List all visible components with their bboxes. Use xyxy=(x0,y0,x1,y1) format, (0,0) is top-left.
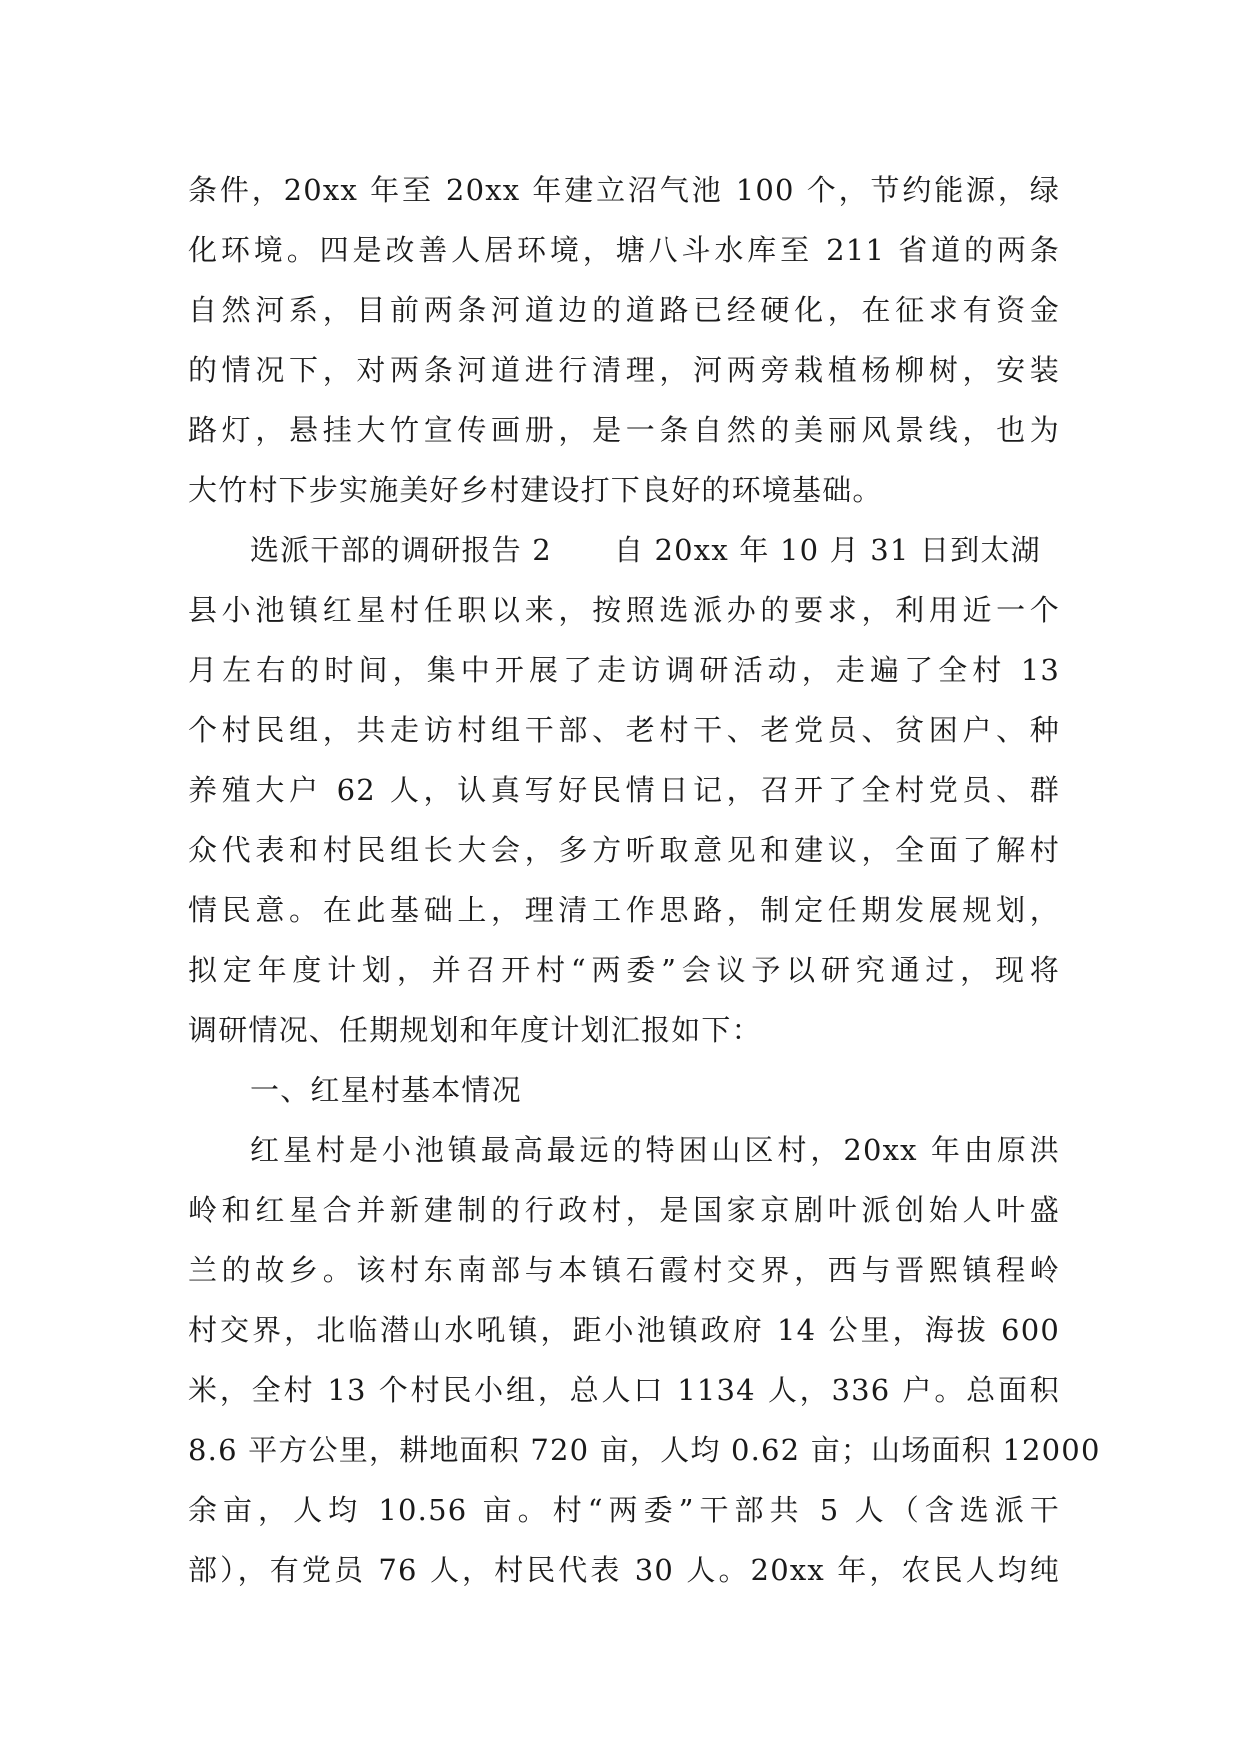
text-line: 月左右的时间，集中开展了走访调研活动，走遍了全村 13 xyxy=(188,653,1060,687)
text-line: 路灯，悬挂大竹宣传画册，是一条自然的美丽风景线，也为 xyxy=(188,413,1060,447)
text-line: 余亩，人均 10.56 亩。村“两委”干部共 5 人（含选派干 xyxy=(188,1493,1060,1527)
text-line: 大竹村下步实施美好乡村建设打下良好的环境基础。 xyxy=(188,473,883,507)
report-title-line xyxy=(188,520,1060,580)
text-line: 兰的故乡。该村东南部与本镇石霞村交界，西与晋熙镇程岭 xyxy=(188,1253,1060,1287)
text-line: 调研情况、任期规划和年度计划汇报如下： xyxy=(188,1013,762,1047)
text-line: 岭和红星合并新建制的行政村，是国家京剧叶派创始人叶盛 xyxy=(188,1193,1060,1227)
text-line: 化环境。四是改善人居环境，塘八斗水库至 211 省道的两条 xyxy=(188,233,1060,267)
text-line: 养殖大户 62 人，认真写好民情日记，召开了全村党员、群 xyxy=(188,773,1060,807)
text-line: 情民意。在此基础上，理清工作思路，制定任期发展规划， xyxy=(188,893,1060,927)
text-line: 的情况下，对两条河道进行清理，河两旁栽植杨柳树，安装 xyxy=(188,353,1060,387)
text-line: 众代表和村民组长大会，多方听取意见和建议，全面了解村 xyxy=(188,833,1060,867)
text-line: 条件，20xx 年至 20xx 年建立沼气池 100 个，节约能源，绿 xyxy=(188,173,1060,207)
report-title: 选派干部的调研报告 2 xyxy=(250,533,552,567)
text-line: 村交界，北临潜山水吼镇，距小池镇政府 14 公里，海拔 600 xyxy=(188,1313,1060,1347)
section-heading: 一、红星村基本情况 xyxy=(250,1073,522,1107)
text-line: 部），有党员 76 人，村民代表 30 人。20xx 年，农民人均纯 xyxy=(188,1553,1060,1587)
text-line: 县小池镇红星村任职以来，按照选派办的要求，利用近一个 xyxy=(188,593,1060,627)
text-line: 红星村是小池镇最高最远的特困山区村，20xx 年由原洪 xyxy=(250,1133,1060,1167)
text-line: 自然河系，目前两条河道边的道路已经硬化，在征求有资金 xyxy=(188,293,1060,327)
text-line: 拟定年度计划，并召开村“两委”会议予以研究通过，现将 xyxy=(188,953,1060,987)
body-text xyxy=(188,160,1101,1600)
paragraph-start: 自 20xx 年 10 月 31 日到太湖 xyxy=(613,533,1041,567)
text-line: 个村民组，共走访村组干部、老村干、老党员、贫困户、种 xyxy=(188,713,1060,747)
text-line: 米，全村 13 个村民小组，总人口 1134 人，336 户。总面积 xyxy=(188,1373,1060,1407)
text-line: 8.6 平方公里，耕地面积 720 亩，人均 0.62 亩；山场面积 12000 xyxy=(188,1433,1101,1467)
